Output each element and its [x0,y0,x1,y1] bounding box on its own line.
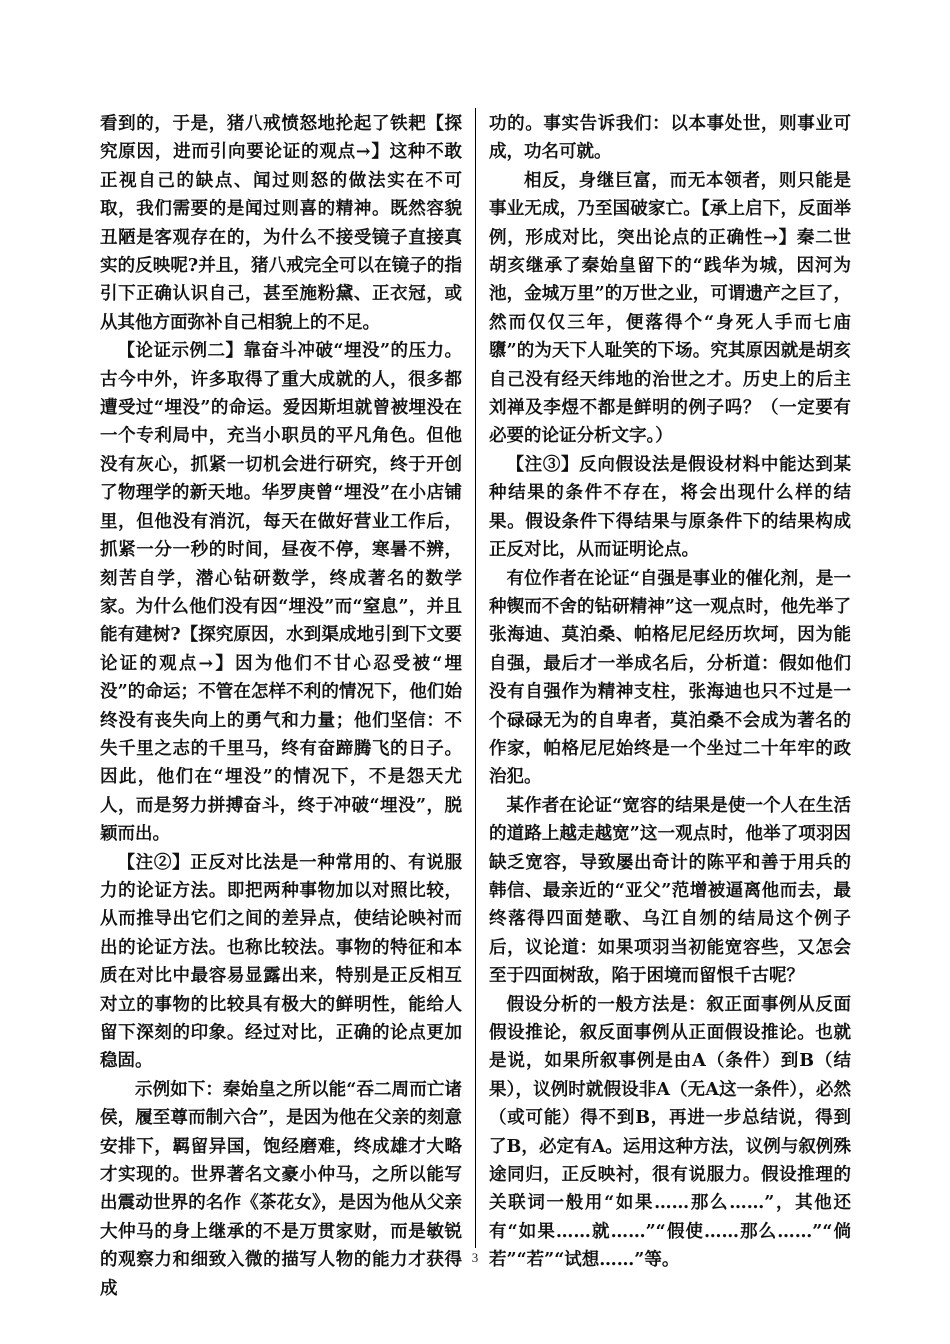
paragraph: 功的。事实告诉我们：以本事处世，则事业可成，功名可就。 [489,114,851,163]
column-divider [475,108,476,1248]
paragraph: 某作者在论证“宽容的结果是使一个人在生活的道路上越走越宽”这一观点时，他举了项羽因缺乏宽容，导致屡出奇计的陈平和善于用兵的韩信、最亲近的“亚父”范增被逼离他而去，最终落得四面楚歌、乌江自刎的结局这个例子后，议论道：如果项羽当初能宽容些，又怎会至于四面树敌，陷于困境而留恨千古呢？ [489,795,851,987]
paragraph: 假设分析的一般方法是：叙正面事例从反面假设推论，叙反面事例从正面假设推论。也就是说，如果所叙事例是由A（条件）到B（结果），议例时就假设非A（无A这一条件），必然（或可能）得不到B，再进一步总结说，得到了B，必定有A。运用这种方法，议例与叙例殊途同归，正反映衬，很有说服力。假设推理的关联词一般用“如果……那么……”，其他还有“如果……就……”“假使……那么……”“倘若”“若”“试想……”等。 [489,994,851,1271]
paragraph: 看到的，于是，猪八戒愤怒地抡起了铁耙【探究原因，进而引向要论证的观点→】这种不敢正视自己的缺点、闻过则怒的做法实在不可取，我们需要的是闻过则喜的精神。既然容貌丑陋是客观存在的，为什么不接受镜子直接真实的反映呢?并且，猪八戒完全可以在镜子的指引下正确认识自己，甚至施粉黛、正衣冠，或从其他方面弥补自己相貌上的不足。 [100,114,462,333]
paragraph: 【注③】反向假设法是假设材料中能达到某种结果的条件不存在，将会出现什么样的结果。假设条件下得结果与原条件下的结果构成正反对比，从而证明论点。 [489,454,851,561]
paragraph: 示例如下：秦始皇之所以能“吞二周而亡诸侯，履至尊而制六合”，是因为他在父亲的刻意安排下，羁留异国，饱经磨难，终成雄才大略才实现的。世界著名文豪小仲马，之所以能写出震动世界的名作《茶花女》，是因为他从父亲大仲马的身上继承的不是万贯家财，而是敏锐的观察力和细致入微的描写人物的能力才获得成 [100,1079,462,1299]
paragraph: 相反，身继巨富，而无本领者，则只能是事业无成，乃至国破家亡。【承上启下，反面举例，形成对比，突出论点的正确性→】秦二世胡亥继承了秦始皇留下的“践华为城，因河为池，金城万里”的万世之业，可谓遗产之巨了，然而仅仅三年，便落得个“身死人手而七庙隳”的为天下人耻笑的下场。究其原因就是胡亥自己没有经天纬地的治世之才。历史上的后主刘禅及李煜不都是鲜明的例子吗？（一定要有必要的论证分析文字。） [489,170,851,447]
paragraph: 有位作者在论证“自强是事业的催化剂，是一种锲而不舍的钻研精神”这一观点时，他先举了张海迪、莫泊桑、帕格尼尼经历坎坷，因为能自强，最后才一举成名后，分析道：假如他们没有自强作为精神支柱，张海迪也只不过是一个碌碌无为的自卑者，莫泊桑不会成为著名的作家，帕格尼尼始终是一个坐过二十年牢的政治犯。 [489,568,851,788]
right-column [489,110,851,1275]
left-column [100,110,462,1303]
paragraph: 【论证示例二】靠奋斗冲破“埋没”的压力。古今中外，许多取得了重大成就的人，很多都遭受过“埋没”的命运。爱因斯坦就曾被埋没在一个专利局中，充当小职员的平凡角色。但他没有灰心，抓紧一切机会进行研究，终于开创了物理学的新天地。华罗庚曾“埋没”在小店铺里，但他没有消沉，每天在做好营业工作后，抓紧一分一秒的时间，昼夜不停，寒暑不辨，刻苦自学，潜心钻研数学，终成著名的数学家。为什么他们没有因“埋没”而“窒息”，并且能有建树?【探究原因，水到渠成地引到下文要论证的观点→】因为他们不甘心忍受被“埋没”的命运；不管在怎样不利的情况下，他们始终没有丧失向上的勇气和力量；他们坚信：不失千里之志的千里马，终有奋蹄腾飞的日子。因此，他们在“埋没”的情况下，不是怨天尤人，而是努力拼搏奋斗，终于冲破“埋没”，脱颖而出。 [100,341,462,845]
page-number: 3 [471,1250,479,1265]
paragraph: 【注②】正反对比法是一种常用的、有说服力的论证方法。即把两种事物加以对照比较，从而推导出它们之间的差异点，使结论映衬而出的论证方法。也称比较法。事物的特征和本质在对比中最容易显露出来，特别是正反相互对立的事物的比较具有极大的鲜明性，能给人留下深刻的印象。经过对比，正确的论点更加稳固。 [100,852,462,1072]
